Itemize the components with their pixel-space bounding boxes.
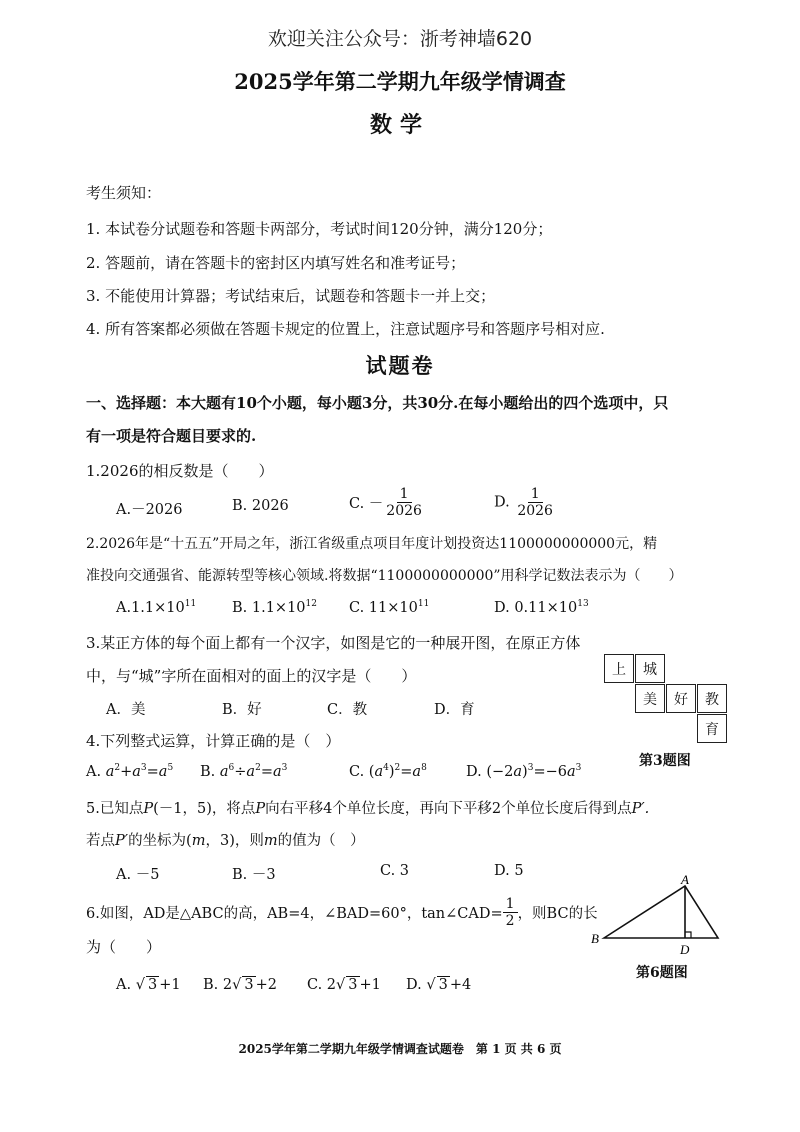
q4-option-c: C. $(a^4)^2=a^8$ [349, 763, 427, 780]
q5-stem: 5.已知点P(－1，5)，将点P向右平移4个单位长度，再向下平移2个单位长度后得到点P′. [86, 801, 650, 817]
q6-stem-cont: 为（ ） [86, 938, 162, 956]
q2-stem-cont: 准投向交通强省、能源转型等核心领域.将数据“1100000000000”用科学记数法表示为（ ） [86, 568, 683, 584]
q5-stem-cont: 若点P′的坐标为(m，3)，则m的值为（ ） [86, 833, 365, 849]
q5-option-b: B. －3 [232, 867, 276, 883]
notice-item-1: 1. 本试卷分试题卷和答题卡两部分，考试时间120分钟，满分120分； [86, 220, 553, 238]
q3-option-d: D．育 [434, 702, 475, 718]
label-d: D [680, 942, 690, 957]
notice-item-2: 2. 答题前，请在答题卡的密封区内填写姓名和准考证号； [86, 254, 466, 272]
right-angle-mark [685, 932, 691, 938]
q3-option-c: C．教 [327, 702, 368, 718]
part1-instructions: 一、选择题：本大题有10个小题，每小题3分，共30分.在每小题给出的四个选项中，只 [86, 394, 669, 412]
q2-option-a: $A.1.1\times 10^{11}$ [116, 599, 197, 616]
q3-stem-cont: 中，与“城”字所在面相对的面上的汉字是（ ） [86, 667, 417, 685]
notice-heading: 考生须知： [86, 184, 162, 202]
q1-option-a: A.－2026 [116, 502, 183, 518]
net-cell: 上 [604, 654, 634, 683]
q4-stem: 4.下列整式运算，计算正确的是（ ） [86, 732, 341, 750]
q3-caption: 第3题图 [639, 753, 691, 769]
q5-option-c: C. 3 [380, 863, 410, 879]
q1-option-b: B. 2026 [232, 498, 289, 514]
q2-option-c: C. $11\times 10^{11}$ [349, 599, 430, 616]
net-cell: 好 [666, 684, 696, 713]
net-cell: 教 [697, 684, 727, 713]
q1-stem: 1.2026的相反数是（ ） [86, 462, 274, 480]
section-title: 试题卷 [365, 353, 435, 378]
q1-option-d: D. $\frac{1}{2026}$ [494, 486, 553, 520]
q1-option-c: C. － $\frac{1}{2026}$ [349, 486, 422, 520]
q3-stem: 3.某正方体的每个面上都有一个汉字，如图是它的一种展开图，在原正方体 [86, 634, 581, 652]
header-note: 欢迎关注公众号：浙考神墙620 [267, 28, 533, 50]
exam-title: 2025学年第二学期九年级学情调查 [234, 69, 566, 94]
q6-option-b: B. 2√ 3 +2 [203, 977, 277, 993]
subject-title: 数学 [369, 112, 430, 138]
page-footer: 2025学年第二学期九年级学情调查试题卷 第 1 页 共 6 页 [238, 1042, 562, 1056]
q4-option-b: B. $a^6\div a^2=a^3$ [200, 763, 288, 780]
q6-option-d: D. √ 3 +4 [406, 977, 472, 993]
q6-stem: 6.如图，AD是△ABC的高，AB=4，∠BAD=60°，tan∠CAD= $\frac{1}{2}$ ，则BC的长 [86, 896, 598, 930]
net-cell: 美 [635, 684, 665, 713]
notice-item-4: 4. 所有答案都必须做在答题卡规定的位置上，注意试题序号和答题序号相对应. [86, 320, 605, 338]
q3-option-b: B．好 [222, 702, 262, 718]
part1-instructions-cont: 有一项是符合题目要求的. [86, 427, 257, 445]
triangle-abc [604, 886, 718, 938]
net-cell: 育 [697, 714, 727, 743]
q4-option-a: A. $a^2+a^3=a^5$ [86, 763, 174, 780]
q3-option-a: A．美 [106, 702, 146, 718]
q6-caption: 第6题图 [636, 965, 688, 981]
label-a: A [681, 872, 689, 887]
q5-option-d: D. 5 [494, 863, 524, 879]
q2-stem: 2.2026年是“十五五”开局之年，浙江省级重点项目年度计划投资达1100000000000元，精 [86, 536, 658, 552]
q5-option-a: A. －5 [116, 867, 160, 883]
label-b: B [591, 931, 599, 946]
notice-item-3: 3. 不能使用计算器；考试结束后，试题卷和答题卡一并上交； [86, 287, 496, 305]
q6-triangle-figure [588, 872, 728, 960]
net-cell: 城 [635, 654, 665, 683]
q2-option-d: D. $0.11\times 10^{13}$ [494, 599, 589, 616]
q6-option-a: A. √ 3 +1 [116, 977, 181, 993]
q2-option-b: B. $1.1\times 10^{12}$ [232, 599, 317, 616]
q6-option-c: C. 2√ 3 +1 [307, 977, 381, 993]
q4-option-d: D. $(-2a)^3=-6a^3$ [466, 763, 582, 780]
